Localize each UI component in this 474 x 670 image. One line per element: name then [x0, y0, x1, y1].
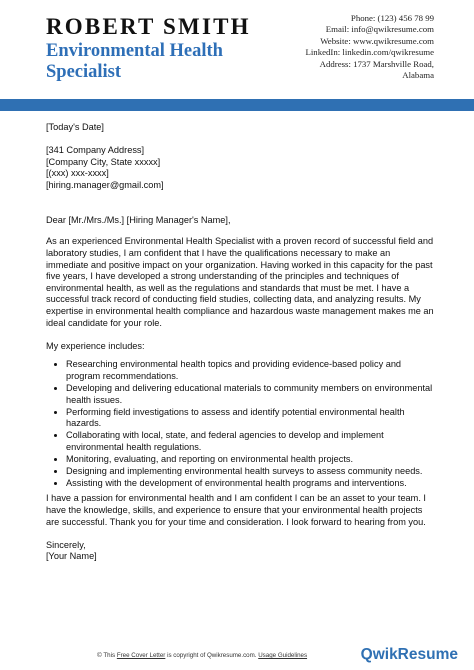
- contact-website[interactable]: Website: www.qwikresume.com: [320, 35, 434, 46]
- letter-body: [46, 122, 434, 563]
- recipient-email: [hiring.manager@gmail.com]: [46, 179, 164, 190]
- header-divider-bar: [0, 99, 474, 111]
- experience-item: • Monitoring, evaluating, and reporting on environmental health projects.: [66, 454, 434, 466]
- qwikresume-logo[interactable]: [361, 646, 458, 664]
- letter-date: [Today's Date]: [46, 122, 104, 132]
- contact-linkedin[interactable]: LinkedIn: linkedin.com/qwikresume: [305, 47, 434, 58]
- experience-item: • Designing and implementing environmental health surveys to assess community needs.: [66, 466, 434, 478]
- contact-phone: Phone: (123) 456 78 99: [350, 13, 434, 23]
- logo-q: Q: [360, 646, 373, 663]
- copyright-symbol: ©: [97, 652, 102, 659]
- footer-middle-text: is copyright of Qwikresume.com.: [167, 652, 257, 659]
- recipient-address: [341 Company Address]: [46, 145, 145, 156]
- recipient-phone: [(xxx) xxx-xxxx]: [46, 168, 109, 179]
- recipient-city: [Company City, State xxxxx]: [46, 156, 161, 167]
- contact-email[interactable]: Email: info@qwikresume.com: [325, 24, 434, 35]
- salutation: Dear [Mr./Mrs./Ms.] [Hiring Manager's Name],: [46, 214, 231, 225]
- footer-copyright-notice: [97, 652, 307, 659]
- resume-header: [0, 0, 474, 98]
- closing-paragraph: I have a passion for environmental health and I am confident I can be an asset to your team. I have the knowledge, skills, and experience to ensure that your environmental health projects are successful. Thank you for your time and consideration. I look forward to hearing from you.: [46, 493, 426, 527]
- footer: [0, 645, 474, 670]
- experience-item: • Researching environmental health topics and providing evidence-based policy and program recommendations.: [66, 359, 434, 382]
- contact-block: [305, 13, 434, 81]
- experience-item: • Collaborating with local, state, and federal agencies to develop and implement environmental health regulations.: [66, 430, 434, 453]
- experience-item: • Assisting with the development of environmental health programs and interventions.: [66, 478, 434, 490]
- applicant-name: ROBERT SMITH: [46, 14, 251, 39]
- contact-address-line1: Address: 1737 Marshville Road,: [319, 58, 434, 69]
- experience-item: • Developing and delivering educational materials to community members on environmental health issues.: [66, 383, 434, 406]
- intro-paragraph: As an experienced Environmental Health Specialist with a proven record of successful field and laboratory studies, I am confident that I have the qualifications necessary to make an immediate and positive impact on your organization. Having worked in this capacity for the past five years, I have developed a strong understanding of the principles and techniques of environmental health, as well as the regulations and standards that must be met. I have a successful track record of conducting field studies, collecting data, and analyzing results. My expertise in environmental health compliance and hazardous waste management makes me an ideal candidate for your role.: [46, 236, 434, 328]
- free-cover-letter-link[interactable]: Free Cover Letter: [116, 652, 166, 659]
- job-title: Environmental Health Specialist: [46, 41, 223, 82]
- logo-rest: wikResume: [372, 646, 458, 663]
- experience-heading: My experience includes:: [46, 340, 145, 351]
- footer-this: This: [103, 652, 116, 659]
- experience-item: • Performing field investigations to assess and identify potential environmental health hazards.: [66, 407, 434, 430]
- usage-guidelines-link[interactable]: Usage Guidelines: [258, 652, 308, 659]
- contact-address-line2: Alabama: [402, 70, 434, 81]
- signoff: Sincerely,: [46, 539, 86, 550]
- signature: [Your Name]: [46, 551, 97, 562]
- experience-list: [46, 359, 434, 490]
